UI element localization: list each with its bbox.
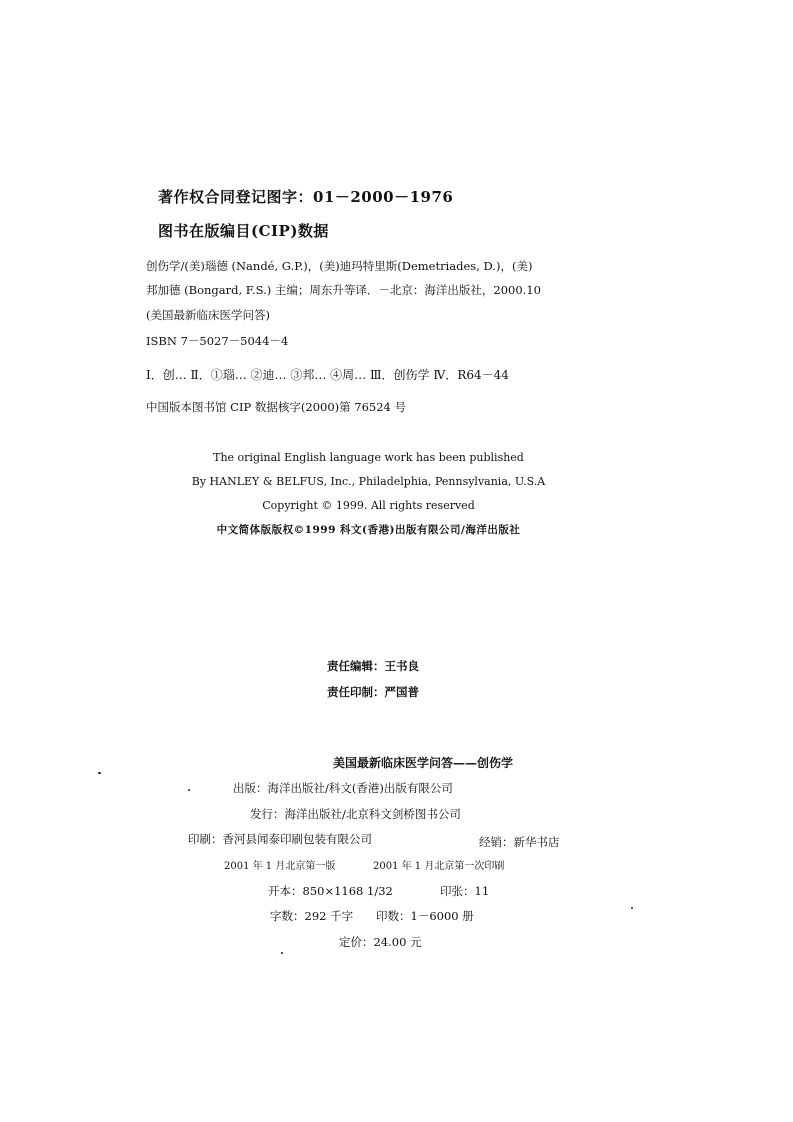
imprint-words: 字数：292 千字: [270, 909, 354, 923]
cip-line-catalog-number: 中国版本图书馆 CIP 数据核字(2000)第 76524 号: [146, 400, 407, 414]
chinese-copyright-line: 中文简体版版权©1999 科文(香港)出版有限公司/海洋出版社: [216, 524, 521, 536]
responsible-printer: 责任印制：严国普: [327, 685, 419, 699]
scan-speck: [281, 952, 283, 954]
imprint-sheets: 印张：11: [440, 884, 490, 898]
scan-speck: [188, 789, 190, 791]
imprint-price: 定价：24.00 元: [339, 935, 422, 949]
imprint-impression: 2001 年 1 月北京第一次印刷: [373, 861, 505, 872]
scan-speck: [631, 907, 633, 909]
english-copyright-line: Copyright © 1999. All rights reserved: [262, 499, 475, 512]
cip-heading: 图书在版编目(CIP)数据: [158, 222, 329, 240]
imprint-edition: 2001 年 1 月北京第一版: [224, 861, 336, 872]
cip-line-authors: 创伤学/(美)瑙德 (Nandé, G.P.)，(美)迪玛特里斯(Demetriades, D.)，(美): [146, 259, 533, 273]
cip-line-series: (美国最新临床医学问答): [146, 308, 270, 322]
cip-line-isbn: ISBN 7－5027－5044－4: [146, 334, 289, 348]
english-original-line: The original English language work has been published: [213, 451, 524, 464]
imprint-printing: 印刷：香河县闻泰印刷包装有限公司: [188, 832, 372, 846]
cip-line-classification: Ⅰ．创… Ⅱ．①瑙… ②迪… ③邦… ④周… Ⅲ．创伤学 Ⅳ．R64－44: [146, 368, 509, 382]
imprint-copies: 印数：1－6000 册: [376, 909, 474, 923]
imprint-publisher: 出版：海洋出版社/科文(香港)出版有限公司: [233, 781, 453, 795]
english-publisher-line: By HANLEY & BELFUS, Inc., Philadelphia, Pennsylvania, U.S.A: [191, 475, 546, 488]
imprint-distributor: 发行：海洋出版社/北京科文剑桥图书公司: [250, 807, 461, 821]
scan-speck: [98, 772, 101, 774]
responsible-editor: 责任编辑：王书良: [327, 659, 419, 673]
imprint-series-title: 美国最新临床医学问答——创伤学: [333, 756, 514, 770]
imprint-format: 开本：850×1168 1/32: [268, 884, 393, 898]
contract-registration-heading: 著作权合同登记图字：01－2000－1976: [158, 188, 454, 206]
cip-line-editors-publisher: 邦加德 (Bongard, F.S.) 主编；周东升等译．－北京：海洋出版社，2000.10: [146, 283, 541, 297]
imprint-sales: 经销：新华书店: [479, 835, 560, 849]
